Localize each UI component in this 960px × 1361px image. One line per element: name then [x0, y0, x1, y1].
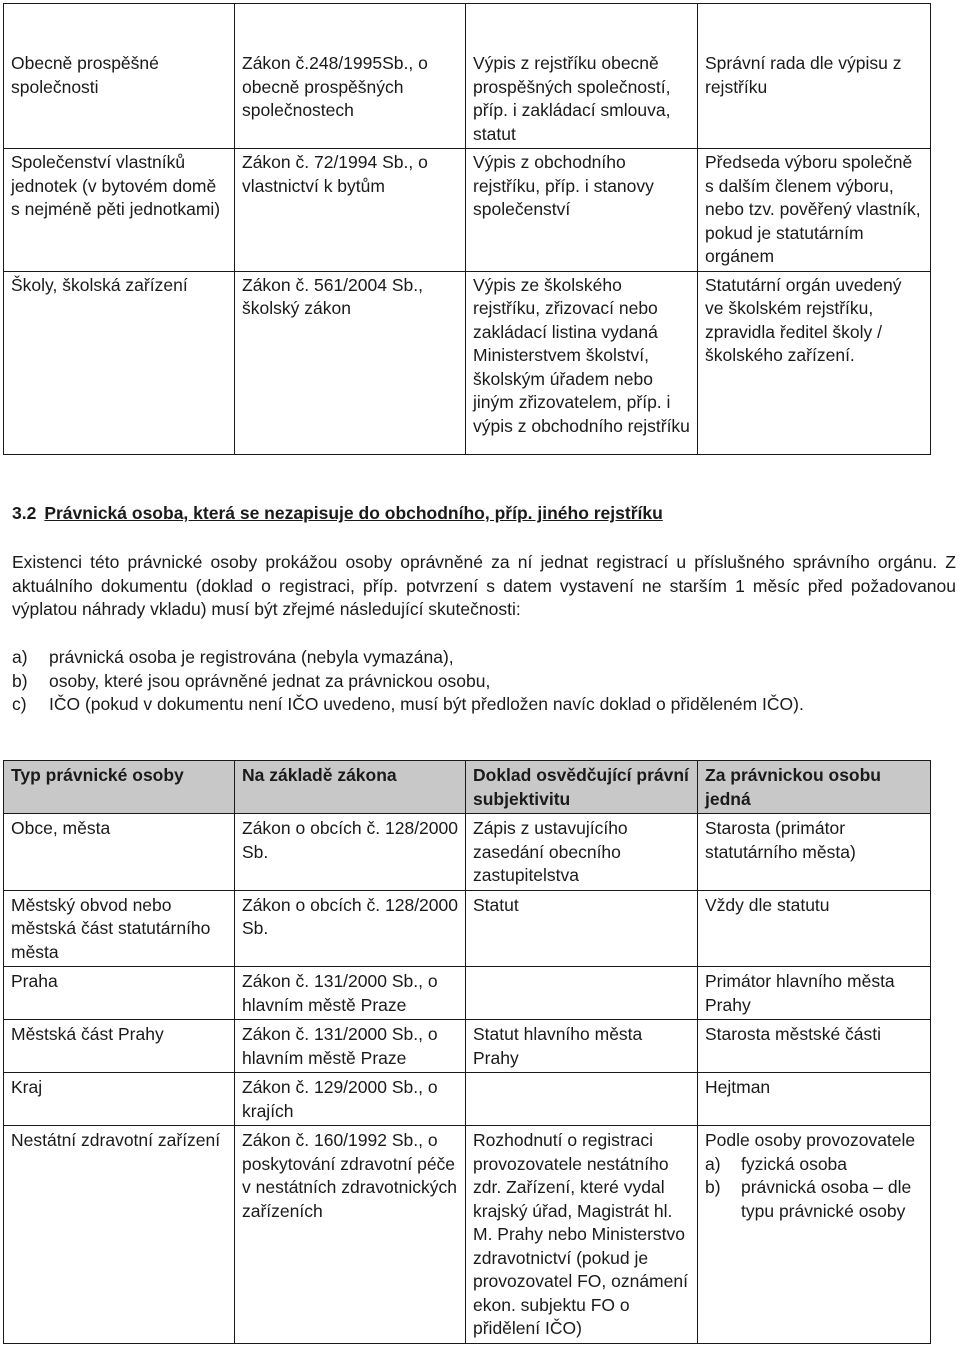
cell-entity-type: Společenství vlastníků jednotek (v bytovém domě s nejméně pěti jednotkami) [4, 149, 235, 272]
cell-entity-type: Městský obvod nebo městská část statutárního města [4, 890, 235, 967]
cell-law: Zákon o obcích č. 128/2000 Sb. [235, 890, 466, 967]
table-row [4, 271, 931, 455]
list-item [12, 646, 956, 670]
cell-law: Zákon č. 131/2000 Sb., o hlavním městě Praze [235, 1020, 466, 1073]
cell-representative: Primátor hlavního města Prahy [698, 967, 931, 1020]
list-item-text: osoby, které jsou oprávněné jednat za právnickou osobu, [49, 670, 491, 691]
representative-sublist [705, 1153, 924, 1224]
table-row [4, 149, 931, 272]
cell-law: Zákon č. 160/1992 Sb., o poskytování zdravotní péče v nestátních zdravotnických zařízeních [235, 1126, 466, 1344]
header-law: Na základě zákona [235, 761, 466, 814]
section-heading [12, 503, 663, 524]
list-item-text: právnická osoba je registrována (nebyla vymazána), [49, 647, 454, 667]
cell-representative: Starosta (primátor statutárního města) [698, 814, 931, 891]
requirements-list [12, 646, 956, 717]
cell-representative: Předseda výboru společně s dalším členem výboru, nebo tzv. pověřený vlastník, pokud je statutárním orgánem [698, 149, 931, 272]
table-row [4, 890, 931, 967]
header-entity-type: Typ právnické osoby [4, 761, 235, 814]
cell-representative: Hejtman [698, 1073, 931, 1126]
cell-representative: Vždy dle statutu [698, 890, 931, 967]
list-item-text: právnická osoba – dle typu právnické osoby [741, 1177, 912, 1221]
cell-document: Výpis z rejstříku obecně prospěšných společností, příp. i zakládací smlouva, statut [466, 4, 698, 149]
list-item [12, 693, 956, 717]
section-paragraph: Existenci této právnické osoby prokážou osoby oprávněné za ní jednat registrací u příslušného správního orgánu. Z aktuálního dokumentu (doklad o registraci, příp. potvrzení s datem vystavení ne starším 1 měsíc před požadovanou výplatou náhrady vkladu) musí být zřejmé následující skutečnosti: [12, 552, 956, 619]
cell-entity-type: Obce, města [4, 814, 235, 891]
table-row [4, 4, 931, 149]
list-item-text: fyzická osoba [741, 1153, 848, 1174]
table-row [4, 814, 931, 891]
cell-entity-type: Městská část Prahy [4, 1020, 235, 1073]
cell-law: Zákon č.248/1995Sb., o obecně prospěšných společnostech [235, 4, 466, 149]
cell-document: Statut [466, 890, 698, 967]
header-document: Doklad osvědčující právní subjektivitu [466, 761, 698, 814]
representative-intro: Podle osoby provozovatele [705, 1130, 916, 1150]
cell-document: Výpis ze školského rejstříku, zřizovací nebo zakládací listina vydaná Ministerstvem školství, školským úřadem nebo jiným zřizovatelem, příp. i výpis z obchodního rejstříku [466, 271, 698, 455]
list-item [705, 1153, 924, 1177]
entity-table [3, 760, 931, 1344]
cell-representative: Statutární orgán uvedený ve školském rejstříku, zpravidla ředitel školy / školského zařízení. [698, 271, 931, 455]
cell-entity-type: Školy, školská zařízení [4, 271, 235, 455]
table-row [4, 1020, 931, 1073]
entity-table-continued [3, 3, 931, 455]
section-title: Právnická osoba, která se nezapisuje do obchodního, příp. jiného rejstříku [44, 503, 663, 523]
section-number: 3.2 [12, 503, 37, 523]
table-row [4, 967, 931, 1020]
list-item-label: b) [705, 1177, 721, 1197]
cell-entity-type: Nestátní zdravotní zařízení [4, 1126, 235, 1344]
cell-law: Zákon o obcích č. 128/2000 Sb. [235, 814, 466, 891]
cell-representative: Správní rada dle výpisu z rejstříku [698, 4, 931, 149]
table-row [4, 1073, 931, 1126]
table-header-row [4, 761, 931, 814]
cell-document [466, 967, 698, 1020]
cell-law: Zákon č. 561/2004 Sb., školský zákon [235, 271, 466, 455]
cell-entity-type: Kraj [4, 1073, 235, 1126]
list-item [705, 1176, 924, 1223]
list-item-label: b) [12, 670, 28, 691]
cell-document: Zápis z ustavujícího zasedání obecního zastupitelstva [466, 814, 698, 891]
cell-document: Statut hlavního města Prahy [466, 1020, 698, 1073]
list-item-text: IČO (pokud v dokumentu není IČO uvedeno, musí být předložen navíc doklad o přiděleném IČO). [49, 694, 804, 714]
list-item-label: a) [12, 647, 28, 667]
cell-law: Zákon č. 129/2000 Sb., o krajích [235, 1073, 466, 1126]
cell-document: Výpis z obchodního rejstříku, příp. i stanovy společenství [466, 149, 698, 272]
cell-document: Rozhodnutí o registraci provozovatele nestátního zdr. Zařízení, které vydal krajský úřad, Magistrát hl. M. Prahy nebo Ministerstvo zdravotnictví (pokud je provozovatel FO, oznámení ekon. subjektu FO o přidělení IČO) [466, 1126, 698, 1344]
cell-entity-type: Praha [4, 967, 235, 1020]
cell-representative: Starosta městské části [698, 1020, 931, 1073]
cell-document [466, 1073, 698, 1126]
cell-representative [698, 1126, 931, 1344]
cell-law: Zákon č. 72/1994 Sb., o vlastnictví k bytům [235, 149, 466, 272]
cell-entity-type: Obecně prospěšné společnosti [4, 4, 235, 149]
list-item-label: c) [12, 694, 27, 714]
list-item-label: a) [705, 1153, 721, 1174]
cell-law: Zákon č. 131/2000 Sb., o hlavním městě Praze [235, 967, 466, 1020]
list-item [12, 670, 956, 694]
table-row [4, 1126, 931, 1344]
header-representative: Za právnickou osobu jedná [698, 761, 931, 814]
